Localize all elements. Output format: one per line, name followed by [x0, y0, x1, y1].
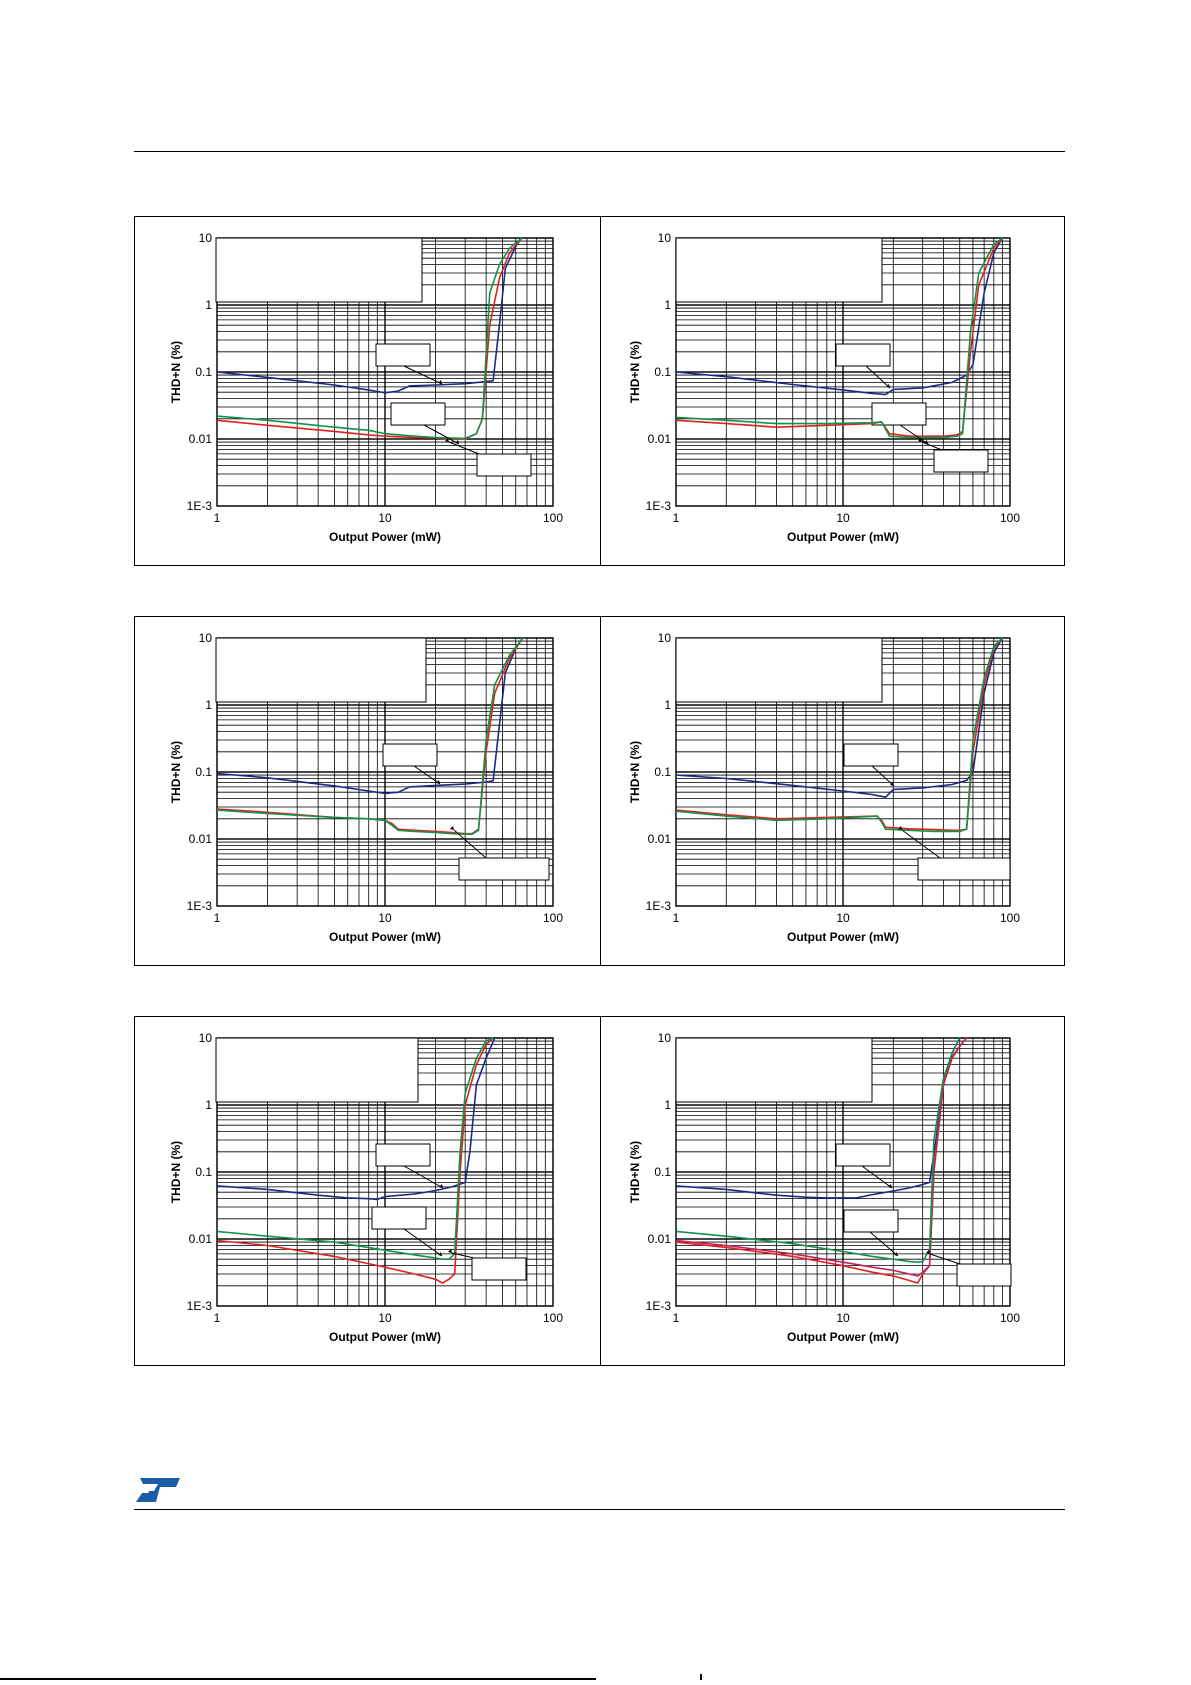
st-logo-icon: [134, 1474, 182, 1506]
y-tick-label: 0.01: [188, 1232, 212, 1246]
x-axis-title: Output Power (mW): [787, 930, 899, 944]
y-tick-label: 0.01: [188, 832, 212, 846]
leader-line: [404, 1229, 442, 1256]
leader-line: [922, 442, 942, 450]
annotation-box: [844, 744, 898, 766]
y-tick-label: 0.1: [195, 365, 212, 379]
y-tick-label: 0.1: [654, 1165, 671, 1179]
y-tick-label: 1: [205, 698, 212, 712]
annotation-box: [376, 344, 430, 366]
y-tick-label: 0.1: [654, 365, 671, 379]
x-tick-label: 1: [672, 911, 680, 925]
annotation-box: [477, 454, 531, 476]
x-axis-title: Output Power (mW): [329, 530, 441, 544]
annotation-box: [216, 238, 422, 302]
y-tick-label: 10: [657, 231, 671, 245]
y-tick-label: 1: [664, 698, 671, 712]
annotation-box: [472, 1258, 526, 1280]
footer-rule: [134, 1509, 1065, 1510]
x-tick-label: 100: [999, 511, 1021, 525]
thd-chart-5: [134, 1016, 600, 1366]
y-axis-title: THD+N (%): [628, 340, 642, 404]
y-axis-title: THD+N (%): [169, 1140, 183, 1204]
leader-line: [900, 425, 928, 444]
y-tick-label: 1E-3: [186, 1299, 212, 1313]
annotation-box: [376, 1144, 430, 1166]
x-axis-title: Output Power (mW): [329, 930, 441, 944]
leader-line: [449, 442, 479, 454]
x-tick-label: 1: [213, 511, 221, 525]
y-tick-label: 0.1: [654, 765, 671, 779]
y-tick-label: 1: [205, 298, 212, 312]
y-tick-label: 1: [205, 1098, 212, 1112]
y-axis-title: THD+N (%): [169, 340, 183, 404]
y-tick-label: 1E-3: [186, 899, 212, 913]
y-tick-label: 10: [198, 231, 212, 245]
y-tick-label: 0.01: [647, 832, 671, 846]
annotation-box: [216, 638, 426, 702]
annotation-box: [957, 1264, 1011, 1286]
y-tick-label: 1E-3: [645, 899, 671, 913]
annotation-box: [383, 744, 437, 766]
leader-line: [404, 1166, 443, 1188]
y-tick-label: 1E-3: [645, 499, 671, 513]
annotation-box: [676, 1038, 872, 1102]
annotation-box: [836, 1144, 890, 1166]
x-tick-label: 10: [378, 911, 392, 925]
y-axis-title: THD+N (%): [169, 740, 183, 804]
annotation-box: [844, 1210, 898, 1232]
thd-chart-6: [600, 1016, 1065, 1366]
x-tick-label: 10: [836, 511, 850, 525]
x-tick-label: 10: [836, 1311, 850, 1325]
y-axis-title: THD+N (%): [628, 1140, 642, 1204]
y-tick-label: 1: [664, 298, 671, 312]
y-tick-label: 10: [657, 1031, 671, 1045]
y-tick-label: 0.1: [195, 765, 212, 779]
y-tick-label: 0.01: [647, 432, 671, 446]
leader-line: [424, 425, 459, 444]
annotation-box: [836, 344, 890, 366]
x-tick-label: 100: [542, 511, 564, 525]
y-tick-label: 0.1: [195, 1165, 212, 1179]
thd-chart-2: [600, 216, 1065, 566]
x-tick-label: 10: [378, 511, 392, 525]
leader-line: [862, 1166, 892, 1188]
y-tick-label: 10: [198, 1031, 212, 1045]
leader-line: [870, 1232, 898, 1256]
thd-chart-1: [134, 216, 600, 566]
x-axis-title: Output Power (mW): [329, 1330, 441, 1344]
annotation-box: [372, 1207, 426, 1229]
x-tick-label: 10: [378, 1311, 392, 1325]
y-tick-label: 0.01: [188, 432, 212, 446]
thd-chart-4: [600, 616, 1065, 966]
page-bottom-mark: [700, 1674, 702, 1680]
page-bottom-line: [0, 1678, 596, 1680]
x-tick-label: 100: [999, 1311, 1021, 1325]
x-tick-label: 100: [542, 911, 564, 925]
x-tick-label: 100: [542, 1311, 564, 1325]
y-tick-label: 10: [198, 631, 212, 645]
y-tick-label: 1: [664, 1098, 671, 1112]
x-axis-title: Output Power (mW): [787, 1330, 899, 1344]
x-axis-title: Output Power (mW): [787, 530, 899, 544]
thd-chart-3: [134, 616, 600, 966]
y-tick-label: 1E-3: [186, 499, 212, 513]
y-axis-title: THD+N (%): [628, 740, 642, 804]
y-tick-label: 10: [657, 631, 671, 645]
annotation-box: [216, 1038, 418, 1102]
y-tick-label: 1E-3: [645, 1299, 671, 1313]
leader-line: [872, 766, 894, 786]
x-tick-label: 100: [999, 911, 1021, 925]
header-rule: [134, 151, 1065, 152]
x-tick-label: 1: [213, 1311, 221, 1325]
annotation-box: [934, 450, 988, 472]
y-tick-label: 0.01: [647, 1232, 671, 1246]
x-tick-label: 1: [213, 911, 221, 925]
x-tick-label: 10: [836, 911, 850, 925]
x-tick-label: 1: [672, 511, 680, 525]
annotation-box: [459, 858, 549, 880]
x-tick-label: 1: [672, 1311, 680, 1325]
annotation-box: [676, 638, 882, 702]
annotation-box: [676, 238, 882, 302]
leader-line: [866, 366, 890, 388]
leader-arrow: [450, 826, 454, 830]
annotation-box: [918, 858, 1010, 880]
annotation-box: [391, 403, 445, 425]
